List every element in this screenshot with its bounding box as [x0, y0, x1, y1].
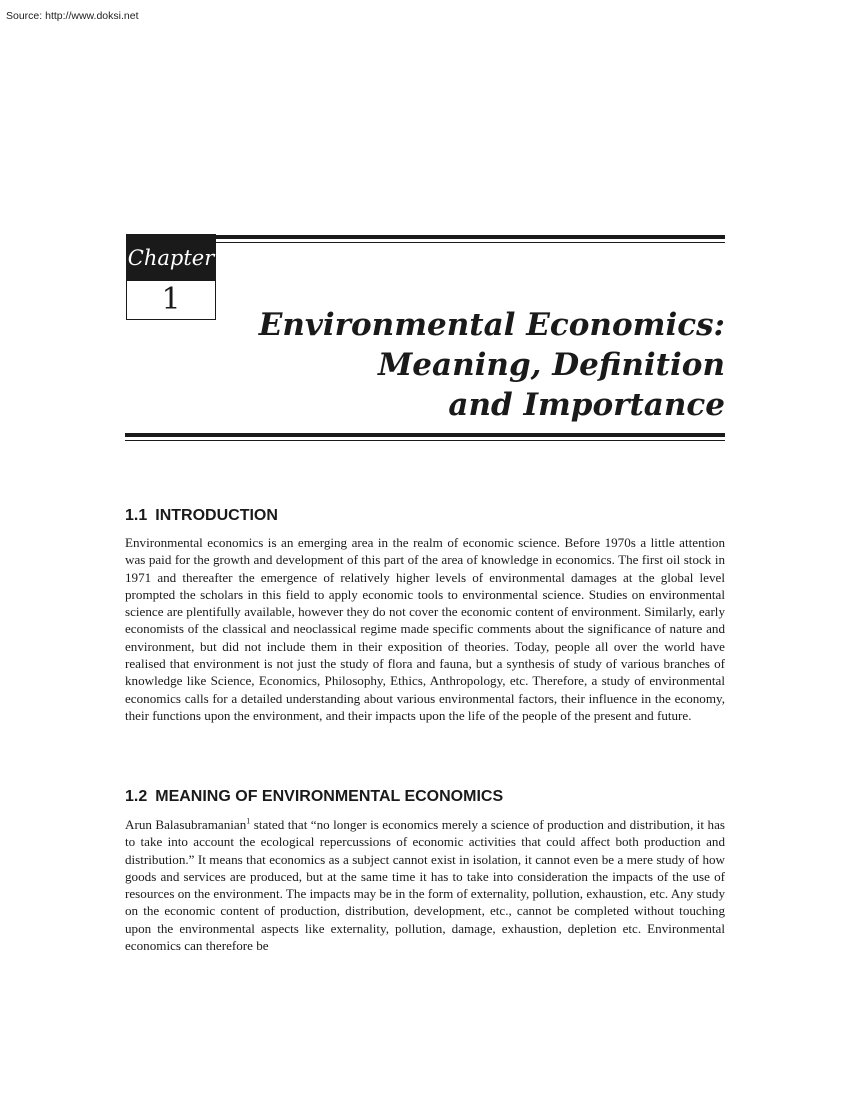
meaning-paragraph	[125, 816, 725, 954]
title-rule-bottom	[125, 433, 725, 437]
title-rule-bottom-thin	[125, 440, 725, 441]
section-heading-introduction	[125, 507, 278, 525]
author-name: Arun Balasubramanian	[125, 817, 247, 832]
chapter-title	[205, 305, 725, 425]
source-url: Source: http://www.doksi.net	[6, 10, 139, 22]
footnote-reference[interactable]: 1	[246, 816, 251, 826]
title-rule-top-thin	[216, 242, 725, 243]
section-title: MEANING OF ENVIRONMENTAL ECONOMICS	[155, 788, 504, 805]
introduction-paragraph: Environmental economics is an emerging area in the realm of economic science. Before 1970s a little attention was paid for the growth and development of this part of the area of knowledge in economics. The first oil stock in 1971 and thereafter the emergence of relatively higher levels of environmental damages at the global level prompted the scholars in this field to apply economic tools to environmental science. Studies on environmental science are plentifully available, however they do not cover the economic content of environment. Similarly, early economists of the classical and neoclassical regime made specific comments about the significance of nature and environment, but did not include them in their exposition of theories. Today, people all over the world have realised that environment is not just the study of flora and fauna, but a synthesis of study of various branches of knowledge like Science, Economics, Philosophy, Ethics, Anthropology, etc. Therefore, a study of environmental economics calls for a detailed understanding about various environmental factors, their influence in the economy, their functions upon the environment, and their impacts upon the life of the people of the present and future.	[125, 535, 725, 723]
section-number: 1.1	[125, 507, 148, 524]
section-number: 1.2	[125, 788, 148, 805]
section-heading-meaning	[125, 788, 503, 806]
chapter-box	[126, 234, 216, 320]
chapter-title-line-1: Environmental Economics:	[258, 307, 725, 343]
title-rule-top	[216, 235, 725, 239]
chapter-title-line-3: and Importance	[448, 387, 725, 423]
chapter-title-line-2: Meaning, Definition	[377, 347, 725, 383]
chapter-number: 1	[161, 282, 181, 317]
section-title: INTRODUCTION	[155, 507, 278, 524]
chapter-label: Chapter	[127, 235, 215, 281]
meaning-text: stated that “no longer is economics merely a science of production and distribution, it has to take into account the ecological repercussions of economic activities that could affect both production and distribution.” It means that economics as a subject cannot exist in isolation, it cannot even be a mere study of how goods and services are produced, but at the same time it has to take into consideration the impacts of the use of resources on the environment. The impacts may be in the form of externality, pollution, exhaustion, etc. Any study on the economic content of production, distribution, development, etc., cannot be completed without touching upon the environmental aspects like externality, pollution, damage, exhaustion, depletion etc. Environmental economics can therefore be	[125, 817, 725, 954]
